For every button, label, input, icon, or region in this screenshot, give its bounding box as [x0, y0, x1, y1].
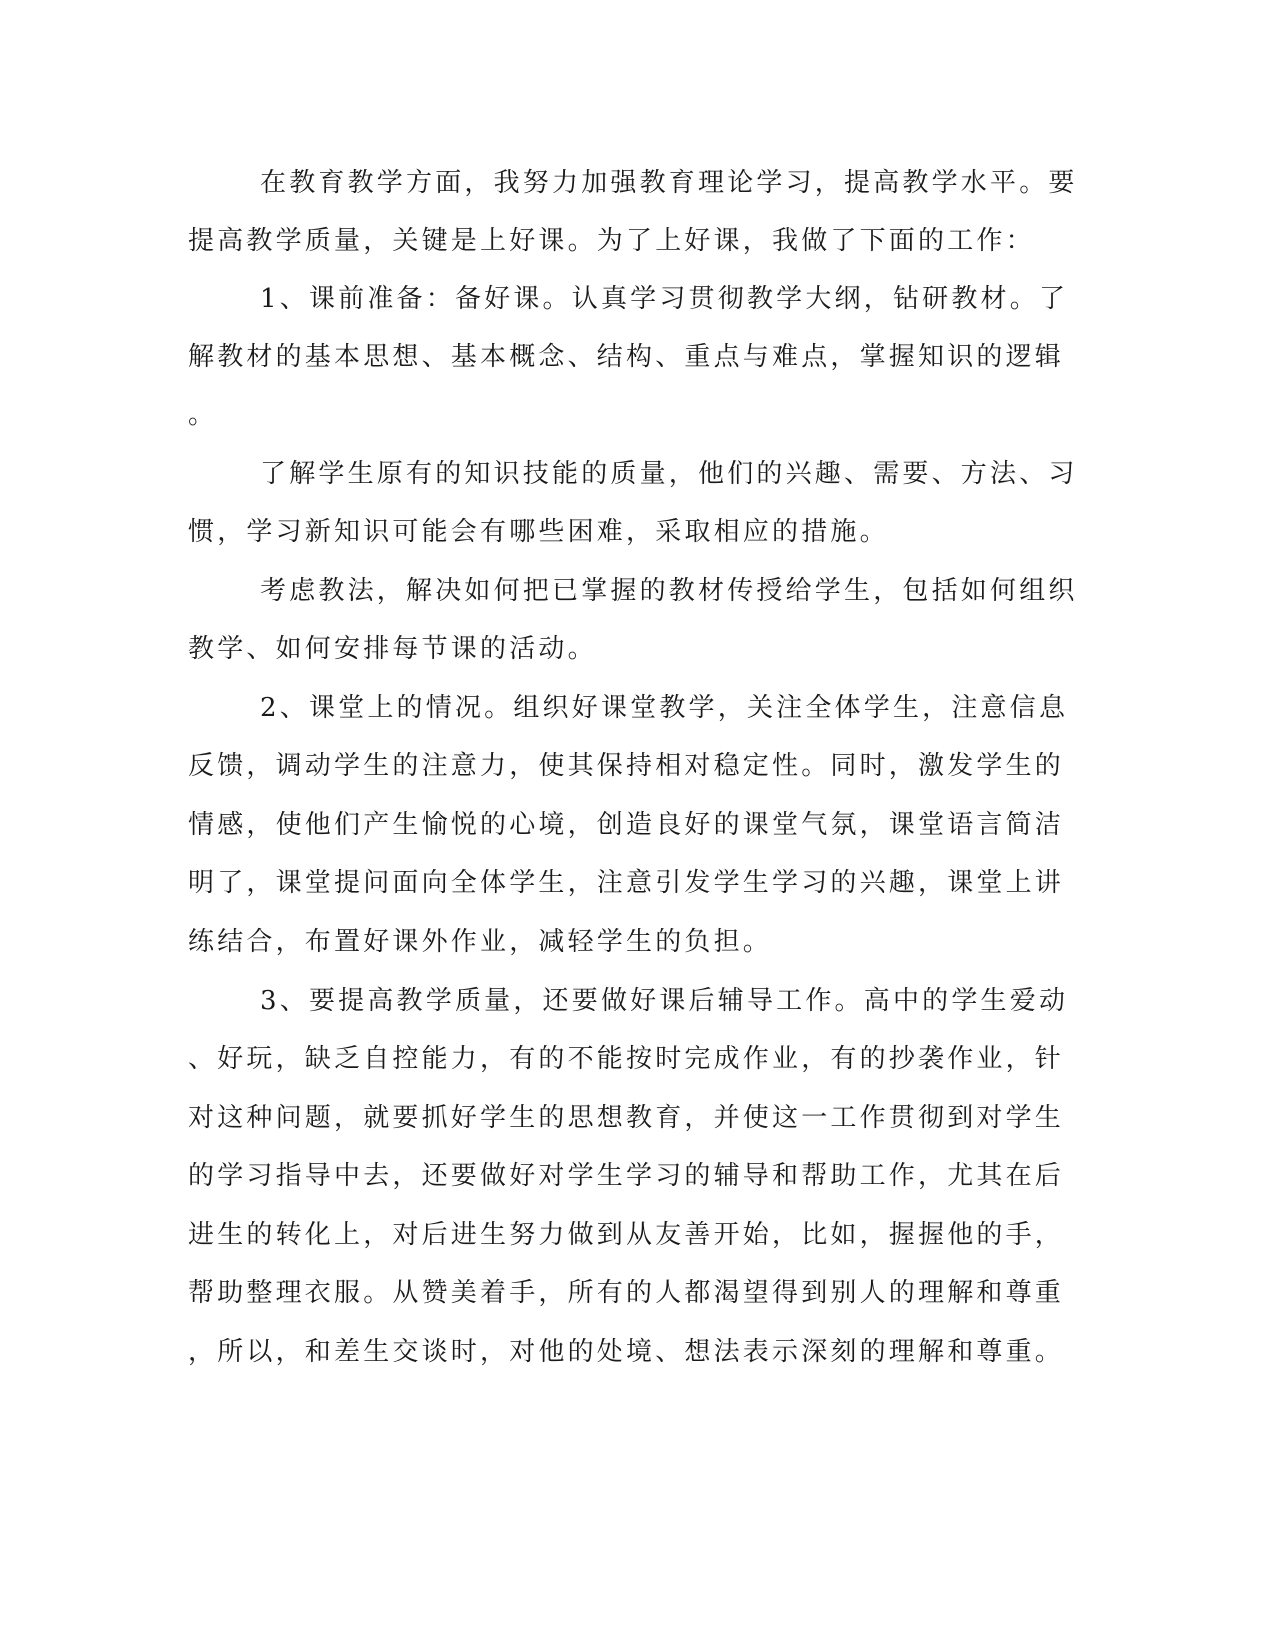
text-line: 1、课前准备：备好课。认真学习贯彻教学大纲，钻研教材。了 [260, 284, 1069, 314]
text-line: 考虑教法，解决如何把已掌握的教材传授给学生，包括如何组织 [260, 576, 1078, 606]
text-line: 、好玩，缺乏自控能力，有的不能按时完成作业，有的抄袭作业，针 [188, 1044, 1065, 1074]
text-line: 2、课堂上的情况。组织好课堂教学，关注全体学生，注意信息 [260, 693, 1069, 723]
text-line: 帮助整理衣服。从赞美着手，所有的人都渴望得到别人的理解和尊重 [188, 1278, 1065, 1308]
text-line: 惯，学习新知识可能会有哪些困难，采取相应的措施。 [188, 517, 889, 547]
text-line: ，所以，和差生交谈时，对他的处境、想法表示深刻的理解和尊重。 [188, 1337, 1065, 1367]
text-line: 的学习指导中去，还要做好对学生学习的辅导和帮助工作，尤其在后 [188, 1161, 1065, 1191]
text-line: 情感，使他们产生愉悦的心境，创造良好的课堂气氛，课堂语言简洁 [188, 810, 1065, 840]
text-line: 明了，课堂提问面向全体学生，注意引发学生学习的兴趣，课堂上讲 [188, 868, 1065, 898]
text-line: 进生的转化上，对后进生努力做到从友善开始，比如，握握他的手， [188, 1220, 1065, 1250]
text-line: 3、要提高教学质量，还要做好课后辅导工作。高中的学生爱动 [260, 986, 1069, 1016]
text-line: 了解学生原有的知识技能的质量，他们的兴趣、需要、方法、习 [260, 459, 1078, 489]
text-line: 在教育教学方面，我努力加强教育理论学习，提高教学水平。要 [260, 168, 1078, 198]
text-line: 教学、如何安排每节课的活动。 [188, 634, 597, 664]
text-line: 。 [188, 400, 218, 430]
text-line: 练结合，布置好课外作业，减轻学生的负担。 [188, 927, 773, 957]
text-line: 对这种问题，就要抓好学生的思想教育，并使这一工作贯彻到对学生 [188, 1103, 1065, 1133]
text-line: 提高教学质量，关键是上好课。为了上好课，我做了下面的工作： [188, 226, 1035, 256]
text-line: 解教材的基本思想、基本概念、结构、重点与难点，掌握知识的逻辑 [188, 342, 1065, 372]
text-line: 反馈，调动学生的注意力，使其保持相对稳定性。同时，激发学生的 [188, 751, 1065, 781]
